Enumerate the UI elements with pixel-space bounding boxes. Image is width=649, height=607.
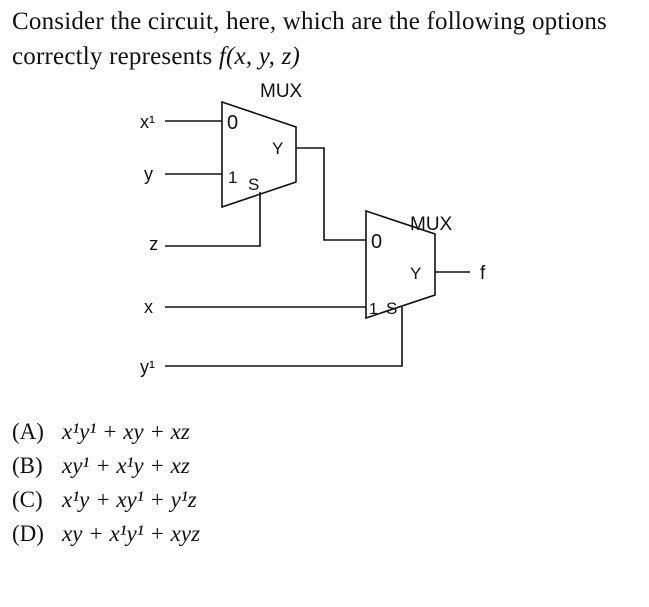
option-c-expr: x¹y + xy¹ + y¹z: [62, 487, 197, 512]
mux2-sel-label: S: [386, 299, 398, 318]
option-a[interactable]: [12, 415, 200, 449]
mux1-title: MUX: [260, 81, 303, 102]
mux1-sel-label: S: [248, 175, 260, 194]
wire-mux1-select: [165, 192, 260, 246]
mux2-title: MUX: [410, 214, 453, 235]
mux2-in0-label: 0: [371, 231, 383, 253]
option-a-expr: x¹y¹ + xy + xz: [62, 419, 190, 444]
mux1-in0-label: 0: [227, 112, 239, 134]
mux1-out-label: Y: [272, 139, 284, 158]
question-function: f(x, y, z): [218, 43, 301, 70]
input-y-label: y: [144, 164, 153, 184]
input-x-prime-label: x¹: [140, 112, 155, 132]
input-z-label: z: [149, 236, 158, 256]
mux2-in1-label: 1: [369, 301, 378, 318]
options-list: [12, 415, 200, 551]
option-d-expr: xy + x¹y¹ + xyz: [62, 521, 201, 546]
mux2-out-label: Y: [410, 264, 422, 283]
output-f-label: f: [480, 263, 486, 284]
option-b-expr: xy¹ + x¹y + xz: [62, 453, 190, 478]
option-d[interactable]: [12, 517, 200, 551]
option-d-tag: (D): [12, 521, 44, 546]
mux1-in1-label: 1: [228, 168, 238, 187]
option-a-tag: (A): [12, 419, 44, 444]
option-c-tag: (C): [12, 487, 43, 512]
question-body: Consider the circuit, here, which are the following options correctly represents: [12, 8, 607, 70]
option-b-tag: (B): [12, 453, 43, 478]
option-b[interactable]: [12, 449, 200, 483]
wire-mux1-out: [296, 148, 366, 240]
option-c[interactable]: [12, 483, 200, 517]
input-x-label: x: [144, 297, 153, 317]
input-y-prime-label: y¹: [140, 357, 155, 377]
